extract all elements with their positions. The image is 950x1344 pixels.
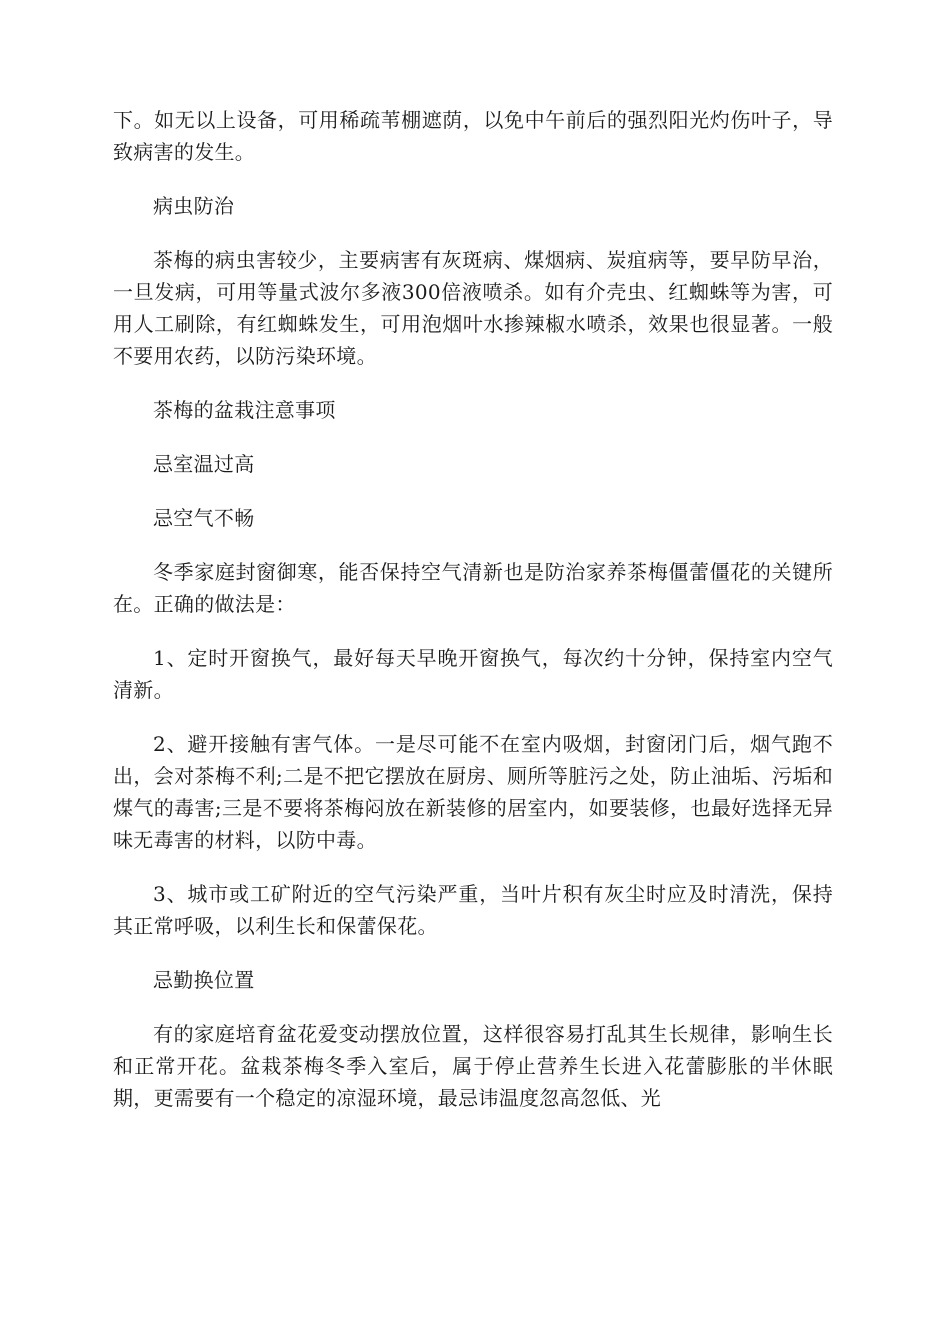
subheading-avoid-poor-air: 忌空气不畅 xyxy=(153,506,255,530)
document-body xyxy=(113,104,833,1136)
section-heading-potting-notes: 茶梅的盆栽注意事项 xyxy=(153,398,336,422)
paragraph-moving-position: 有的家庭培育盆花爱变动摆放位置，这样很容易打乱其生长规律，影响生长和正常开花。盆栽茶梅冬季入室后，属于停止营养生长进入花蕾膨胀的半休眠期，更需要有一个稳定的凉湿环境，最忌讳温度忽高忽低、光 xyxy=(113,1022,833,1110)
subheading-avoid-high-temp: 忌室温过高 xyxy=(153,452,255,476)
paragraph-continuation: 下。如无以上设备，可用稀疏苇棚遮荫，以免中午前后的强烈阳光灼伤叶子，导致病害的发生。 xyxy=(113,108,833,164)
list-item-2: 2、避开接触有害气体。一是尽可能不在室内吸烟，封窗闭门后，烟气跑不出，会对茶梅不利;二是不把它摆放在厨房、厕所等脏污之处，防止油垢、污垢和煤气的毒害;三是不要将茶梅闷放在新装修的居室内，如要装修，也最好选择无异味无毒害的材料，以防中毒。 xyxy=(113,732,833,852)
paragraph-pest-control: 茶梅的病虫害较少，主要病害有灰斑病、煤烟病、炭疽病等，要早防早治，一旦发病，可用等量式波尔多液300倍液喷杀。如有介壳虫、红蜘蛛等为害，可用人工刷除，有红蜘蛛发生，可用泡烟叶水掺辣椒水喷杀，效果也很显著。一般不要用农药，以防污染环境。 xyxy=(113,248,833,368)
paragraph-winter-ventilation: 冬季家庭封窗御寒，能否保持空气清新也是防治家养茶梅僵蕾僵花的关键所在。正确的做法是： xyxy=(113,560,833,616)
list-item-1: 1、定时开窗换气，最好每天早晚开窗换气，每次约十分钟，保持室内空气清新。 xyxy=(113,646,833,702)
section-heading-pest-control: 病虫防治 xyxy=(153,194,235,218)
subheading-avoid-moving: 忌勤换位置 xyxy=(153,968,255,992)
list-item-3: 3、城市或工矿附近的空气污染严重，当叶片积有灰尘时应及时清洗，保持其正常呼吸，以利生长和保蕾保花。 xyxy=(113,882,833,938)
